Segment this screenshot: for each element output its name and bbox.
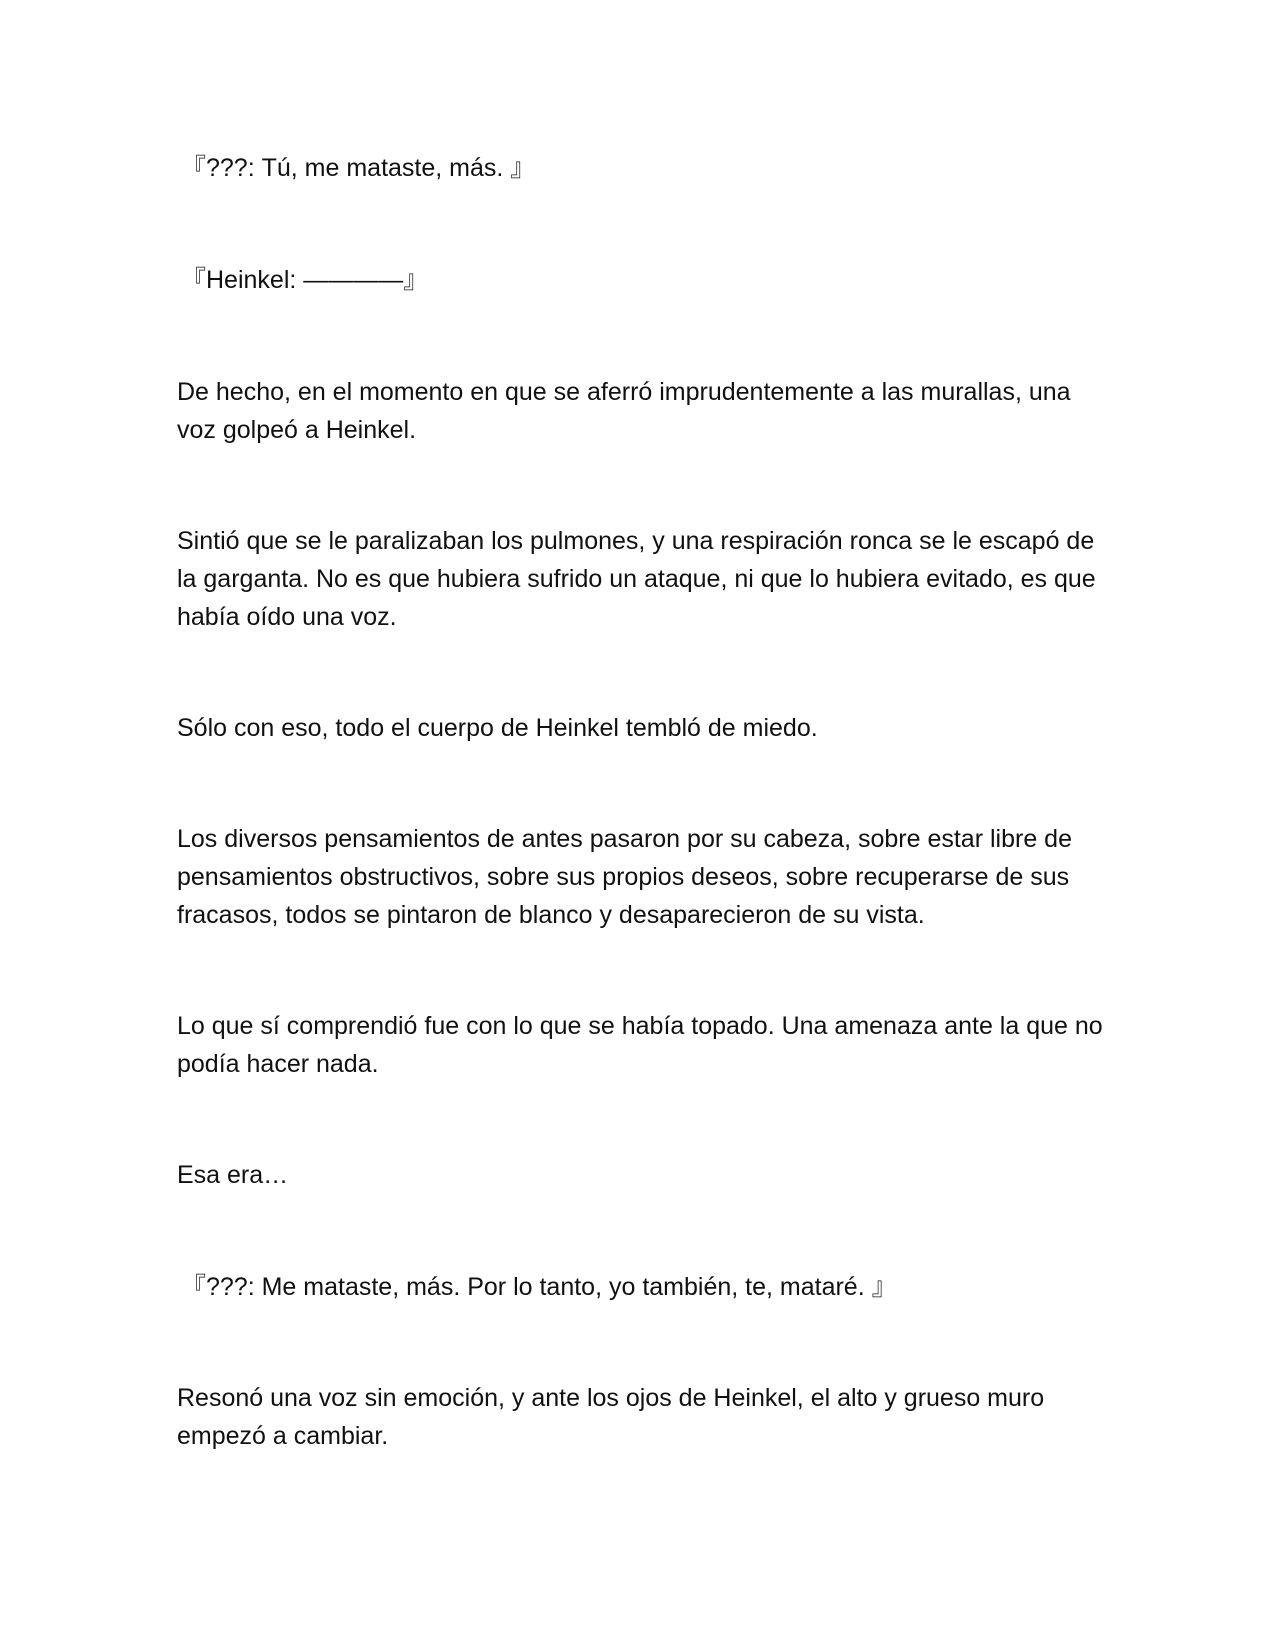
paragraph-7: Resonó una voz sin emoción, y ante los ojos de Heinkel, el alto y grueso muro empezó a cambiar. xyxy=(177,1384,1045,1450)
paragraph-2: Sintió que se le paralizaban los pulmones, y una respiración ronca se le escapó de la garganta. No es que hubiera sufrido un ataque, ni que lo hubiera evitado, es que había oído una voz. xyxy=(177,527,1096,631)
paragraph-6: Esa era… xyxy=(177,1161,289,1189)
paragraph-1: De hecho, en el momento en que se aferró imprudentemente a las murallas, una voz golpeó a Heinkel. xyxy=(177,378,1071,444)
dialogue-line-heinkel: 『Heinkel: ————』 xyxy=(181,266,429,294)
paragraph-4: Los diversos pensamientos de antes pasaron por su cabeza, sobre estar libre de pensamientos obstructivos, sobre sus propios deseos, sobre recuperarse de sus fracasos, todos se pintaron de blanco y desaparecieron de su vista. xyxy=(177,825,1072,929)
dialogue-line-unknown-2: 『???: Me mataste, más. Por lo tanto, yo también, te, mataré. 』 xyxy=(181,1273,897,1301)
dialogue-line-unknown-1: 『???: Tú, me mataste, más. 』 xyxy=(181,154,536,182)
paragraph-3: Sólo con eso, todo el cuerpo de Heinkel tembló de miedo. xyxy=(177,714,818,742)
paragraph-5: Lo que sí comprendió fue con lo que se había topado. Una amenaza ante la que no podía hacer nada. xyxy=(177,1012,1103,1078)
